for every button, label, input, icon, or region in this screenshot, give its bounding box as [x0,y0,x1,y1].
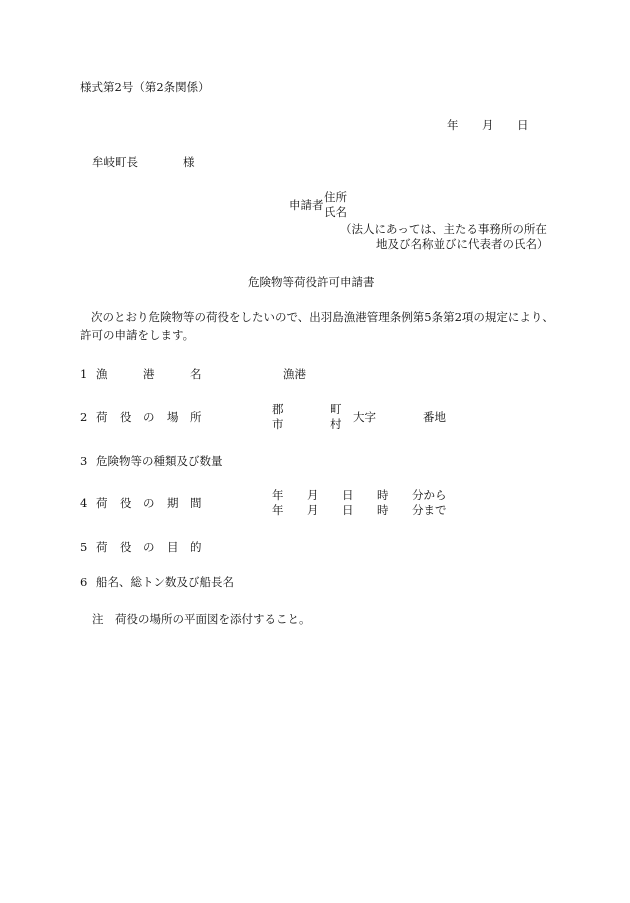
item-4-label-char: 期 [167,496,179,510]
item-4-label-char: 間 [190,496,202,510]
addressee-honorific: 様 [183,155,195,169]
item-2-mura: 村 [330,417,342,431]
item-2-banchi: 番地 [423,410,446,424]
item-2-label-char: 所 [190,410,202,424]
body-line1: 次のとおり危険物等の荷役をしたいので、出羽島漁港管理条例第5条第2項の規定により、 [91,310,554,324]
item-6-number: 6 [80,575,88,589]
item-2-label-char: 場 [167,410,179,424]
date-day: 日 [517,118,529,132]
item-4-label-char: 荷 [96,496,108,510]
body-line2: 許可の申請をします。 [80,328,195,342]
applicant-note-line1: （法人にあっては、主たる事務所の所在 [340,222,547,236]
applicant-name-label: 氏名 [324,205,347,219]
item-4-to-minute: 分まで [412,503,447,517]
form-number: 様式第2号（第2条関係） [80,80,210,94]
item-4-label-char: の [143,496,155,510]
item-4-from-day: 日 [342,488,354,502]
item-2-gun: 郡 [272,402,284,416]
item-4-to-month: 月 [307,503,319,517]
item-1-number: 1 [80,367,88,381]
item-4-from-minute: 分から [412,488,447,502]
item-5-label-char: 荷 [96,540,108,554]
item-4-to-hour: 時 [377,503,389,517]
applicant-address-label: 住所 [324,190,347,204]
item-4-to-day: 日 [342,503,354,517]
addressee-name: 牟岐町長 [92,155,138,169]
item-2-number: 2 [80,410,88,424]
item-5-label-char: 目 [167,540,179,554]
item-1-value: 漁港 [283,367,306,381]
item-2-label-char: 荷 [96,410,108,424]
date-month: 月 [482,118,494,132]
item-4-to-year: 年 [272,503,284,517]
item-3-number: 3 [80,454,88,468]
item-4-from-month: 月 [307,488,319,502]
item-1-label-char: 港 [143,367,155,381]
item-3-label: 危険物等の種類及び数量 [96,454,223,468]
item-4-from-hour: 時 [377,488,389,502]
item-4-from-year: 年 [272,488,284,502]
document-title: 危険物等荷役許可申請書 [248,275,375,289]
item-5-number: 5 [80,540,88,554]
item-2-machi: 町 [330,402,342,416]
applicant-label: 申請者 [289,198,324,212]
item-4-label-char: 役 [120,496,132,510]
item-2-shi: 市 [272,417,284,431]
item-1-label-char: 名 [190,367,202,381]
item-2-oaza: 大字 [353,410,376,424]
item-2-label-char: 役 [120,410,132,424]
item-5-label-char: の [143,540,155,554]
note-text: 荷役の場所の平面図を添付すること。 [115,612,311,626]
item-2-label-char: の [143,410,155,424]
note-prefix: 注 [92,612,104,626]
applicant-note-line2: 地及び名称並びに代表者の氏名） [376,237,549,251]
item-5-label-char: 的 [190,540,202,554]
date-year: 年 [447,118,459,132]
item-6-label: 船名、総トン数及び船長名 [96,575,234,589]
item-5-label-char: 役 [120,540,132,554]
item-4-number: 4 [80,496,88,510]
item-1-label-char: 漁 [96,367,108,381]
